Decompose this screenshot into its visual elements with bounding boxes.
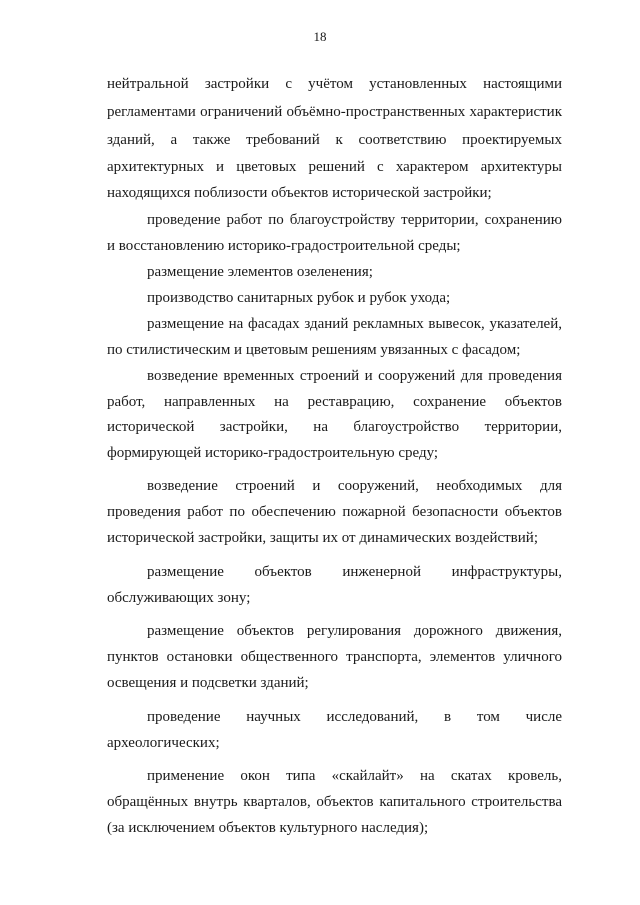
text-line: освещения и подсветки зданий; <box>107 675 309 691</box>
text-line: возведение строений и сооружений, необходимых для <box>147 478 562 494</box>
text-line: исторической застройки, защиты их от динамических воздействий; <box>107 530 538 546</box>
text-line: (за исключением объектов культурного наследия); <box>107 820 429 836</box>
text-line: обслуживающих зону; <box>107 590 251 606</box>
text-line: архитектурных и цветовых решений с характером архитектуры <box>107 159 562 175</box>
text-line: работ, направленных на реставрацию, сохранение объектов <box>107 394 562 410</box>
text-line: зданий, а также требований к соответствию проектируемых <box>107 132 562 148</box>
text-line: размещение на фасадах зданий рекламных вывесок, указателей, <box>147 316 562 332</box>
text-line: размещение элементов озеленения; <box>147 264 373 280</box>
text-line: проведения работ по обеспечению пожарной безопасности объектов <box>107 504 562 520</box>
text-line: возведение временных строений и сооружений для проведения <box>147 368 562 384</box>
text-line: нейтральной застройки с учётом установленных настоящими <box>107 76 562 92</box>
text-line: применение окон типа «скайлайт» на скатах кровель, <box>147 768 562 784</box>
text-line: археологических; <box>107 735 220 751</box>
text-line: пунктов остановки общественного транспорта, элементов уличного <box>107 649 562 665</box>
text-line: формирующей историко-градостроительную среду; <box>107 445 439 461</box>
text-line: проведение научных исследований, в том числе <box>147 709 562 725</box>
page-number: 18 <box>313 29 327 44</box>
text-line: размещение объектов регулирования дорожного движения, <box>147 623 562 639</box>
text-line: проведение работ по благоустройству территории, сохранению <box>147 212 562 228</box>
text-line: производство санитарных рубок и рубок ухода; <box>147 290 451 306</box>
text-line: по стилистическим и цветовым решениям увязанных с фасадом; <box>107 342 521 358</box>
text-line: обращённых внутрь кварталов, объектов капитального строительства <box>107 794 562 810</box>
text-line: исторической застройки, на благоустройство территории, <box>107 419 562 435</box>
text-line: находящихся поблизости объектов исторической застройки; <box>107 185 492 201</box>
text-line: и восстановлению историко-градостроительной среды; <box>107 238 461 254</box>
text-line: регламентами ограничений объёмно-пространственных характеристик <box>107 104 562 120</box>
text-line: размещение объектов инженерной инфраструктуры, <box>147 564 562 580</box>
